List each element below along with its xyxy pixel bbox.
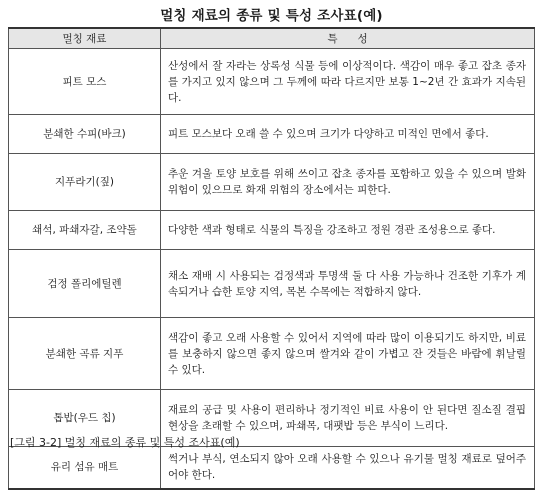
material-name: 지푸라기(짚)	[9, 154, 161, 211]
table-header-row	[9, 28, 535, 49]
material-name: 쇄석, 파쇄자갈, 조약돌	[9, 211, 161, 250]
table-row	[9, 154, 535, 211]
table-row	[9, 115, 535, 154]
material-name: 분쇄한 수피(바크)	[9, 115, 161, 154]
column-header-characteristics: 특 성	[161, 28, 535, 49]
column-header-material: 멀칭 재료	[9, 28, 161, 49]
material-description: 다양한 색과 형태로 식물의 특징을 강조하고 정원 경관 조성용으로 좋다.	[161, 211, 535, 250]
table-row	[9, 49, 535, 115]
page-title: 멀칭 재료의 종류 및 특성 조사표(예)	[160, 8, 383, 24]
material-name: 톱밥(우드 칩)	[9, 390, 161, 447]
material-name: 유리 섬유 매트	[9, 447, 161, 489]
material-description: 색감이 좋고 오래 사용할 수 있어서 지역에 따라 많이 이용되기도 하지만, 비료를 보충하지 않으면 좋지 않으며 쌀겨와 같이 가볍고 잔 것들은 바람에 휘날릴 수 있다.	[161, 318, 535, 390]
material-description: 썩거나 부식, 연소되지 않아 오래 사용할 수 있으나 유기물 멀칭 재료로 덮어주어야 한다.	[161, 447, 535, 489]
table-row	[9, 250, 535, 318]
material-description: 피트 모스보다 오래 쓸 수 있으며 크기가 다양하고 미적인 면에서 좋다.	[161, 115, 535, 154]
material-description: 산성에서 잘 자라는 상록성 식물 등에 이상적이다. 색감이 매우 좋고 잡초 종자를 가지고 있지 않으며 그 두께에 따라 다르지만 보통 1~2년 간 효과가 지속된다.	[161, 49, 535, 115]
figure-caption: [그림 3-2] 멀칭 재료의 종류 및 특성 조사표(예)	[10, 436, 240, 449]
material-description: 추운 겨울 토양 보호를 위해 쓰이고 잡초 종자를 포함하고 있을 수 있으며 발화 위험이 있으므로 화재 위험의 장소에서는 피한다.	[161, 154, 535, 211]
material-name: 분쇄한 곡류 지푸	[9, 318, 161, 390]
mulching-table	[8, 27, 535, 490]
table-row	[9, 447, 535, 489]
material-name: 검정 폴리에틸렌	[9, 250, 161, 318]
material-name: 피트 모스	[9, 49, 161, 115]
material-description: 재료의 공급 및 사용이 편리하나 정기적인 비료 사용이 안 된다면 질소질 결핍 현상을 초래할 수 있으며, 파쇄목, 대팻밥 등은 부식이 느리다.	[161, 390, 535, 447]
table-row	[9, 211, 535, 250]
material-description: 채소 재배 시 사용되는 검정색과 투명색 둘 다 사용 가능하나 건조한 기후가 계속되거나 습한 토양 지역, 목본 수목에는 적합하지 않다.	[161, 250, 535, 318]
table-row	[9, 318, 535, 390]
